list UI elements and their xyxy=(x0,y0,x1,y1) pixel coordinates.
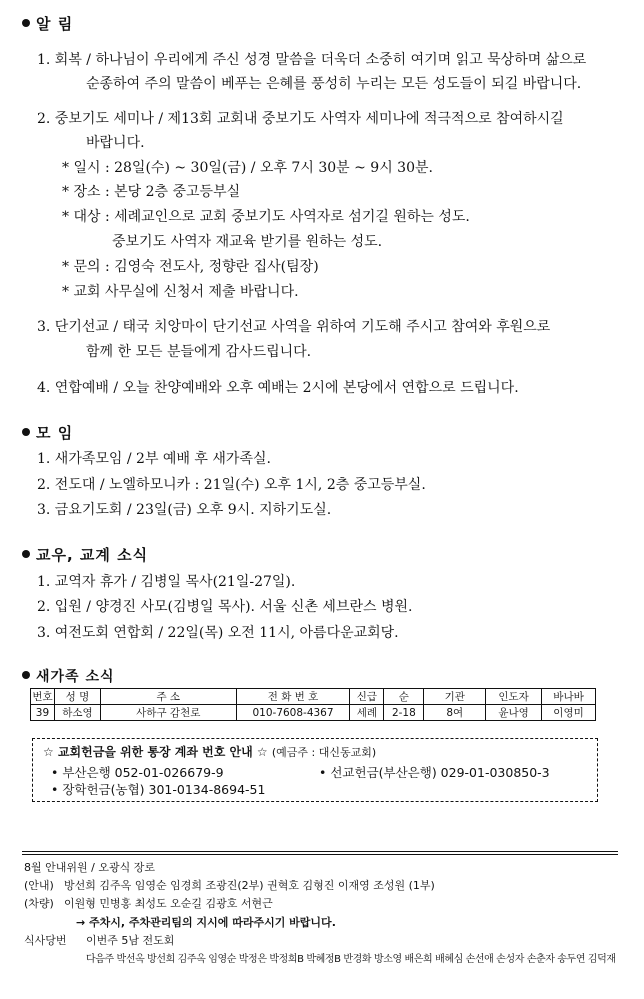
footer-divider xyxy=(22,851,618,852)
guide-label: (안내) xyxy=(24,879,54,892)
footer-divider xyxy=(22,854,618,855)
bullet-dot-icon xyxy=(22,19,30,27)
news-item: 1. 교역자 휴가 / 김병일 목사(21일-27일). xyxy=(37,574,296,590)
parking-label: (차량) xyxy=(24,897,54,910)
table-header-row xyxy=(31,689,596,705)
table-row xyxy=(31,705,596,721)
column-header: 주 소 xyxy=(100,689,236,705)
column-header: 순 xyxy=(384,689,424,705)
table-cell: 2-18 xyxy=(384,705,424,721)
parking-note: → 주차시, 주차관리팀의 지시에 따라주시기 바랍니다. xyxy=(76,916,336,929)
meeting-item: 1. 새가족모임 / 2부 예배 후 새가족실. xyxy=(37,451,271,467)
parking-names: 이원형 민병홍 최성도 오순길 김광호 서현근 xyxy=(64,897,273,910)
table-cell: 하소영 xyxy=(54,705,100,721)
meeting-item: 2. 전도대 / 노엘하모니카 : 21일(수) 오후 1시, 2층 중고등부실. xyxy=(37,477,426,493)
column-header: 바나바 xyxy=(542,689,596,705)
newfamily-heading: 새가족 소식 xyxy=(22,666,115,686)
table-cell: 사하구 감천로 xyxy=(100,705,236,721)
meeting-item: 3. 금요기도회 / 23일(금) 오후 9시. 지하기도실. xyxy=(37,502,332,518)
bank-mission: • 선교헌금(부산은행) 029-01-030850-3 xyxy=(319,765,550,780)
table-cell: 8여 xyxy=(424,705,486,721)
announce-item-2-target-cont: 중보기도 사역자 재교육 받기를 원하는 성도. xyxy=(112,234,383,250)
announce-item-2-cont: 바랍니다. xyxy=(86,135,145,151)
meal-this-week: 이번주 5남 전도회 xyxy=(86,934,175,947)
table-cell: 010-7608-4367 xyxy=(236,705,350,721)
bullet-dot-icon xyxy=(22,428,30,436)
announce-item-4: 4. 연합예배 / 오늘 찬양예배와 오후 예배는 2시에 본당에서 연합으로 드립니다. xyxy=(37,380,519,396)
news-item: 2. 입원 / 양경진 사모(김병일 목사). 서울 신촌 세브란스 병원. xyxy=(37,599,413,615)
announce-item-2-date: * 일시 : 28일(수) ~ 30일(금) / 오후 7시 30분 ~ 9시 30분. xyxy=(62,160,433,176)
announce-item-1-cont: 순종하여 주의 말씀이 베푸는 은혜를 풍성히 누리는 모든 성도들이 되길 바랍니다. xyxy=(86,76,582,92)
column-header: 기관 xyxy=(424,689,486,705)
bullet-dot-icon xyxy=(22,671,30,679)
column-header: 인도자 xyxy=(486,689,542,705)
announce-item-2-target: * 대상 : 세례교인으로 교회 중보기도 사역자로 섬기길 원하는 성도. xyxy=(62,209,470,225)
announce-item-2-apply: * 교회 사무실에 신청서 제출 바랍니다. xyxy=(62,284,299,300)
column-header: 전 화 번 호 xyxy=(236,689,350,705)
announce-item-3-cont: 함께 한 모든 분들에게 감사드립니다. xyxy=(86,344,312,360)
bullet-dot-icon xyxy=(22,550,30,558)
bank-holder: (예금주 : 대신동교회) xyxy=(271,746,377,759)
bank-scholar: • 장학헌금(농협) 301-0134-8694-51 xyxy=(51,782,266,797)
guide-committee: 8월 안내위원 / 오광식 장로 xyxy=(24,861,155,874)
announce-item-1: 1. 회복 / 하나님이 우리에게 주신 성경 말씀을 더욱더 소중히 여기며 읽고 묵상하며 삶으로 xyxy=(37,52,587,68)
newfamily-table xyxy=(30,688,596,721)
column-header: 성 명 xyxy=(54,689,100,705)
column-header: 번호 xyxy=(31,689,55,705)
table-cell: 이영미 xyxy=(542,705,596,721)
table-cell: 윤나영 xyxy=(486,705,542,721)
announce-item-2: 2. 중보기도 세미나 / 제13회 교회내 중보기도 사역자 세미나에 적극적으로 참여하시길 xyxy=(37,111,564,127)
meal-next-week: 다음주 박선옥 방선희 김주옥 임영순 박정은 박정희B 박혜정B 반경화 방소영 배은희 배혜심 손선애 손성자 손춘자 송두연 김덕재 xyxy=(86,954,616,965)
bank-busan: • 부산은행 052-01-026679-9 xyxy=(51,765,224,780)
announce-item-3: 3. 단기선교 / 태국 치앙마이 단기선교 사역을 위하여 기도해 주시고 참여와 후원으로 xyxy=(37,319,551,335)
column-header: 신급 xyxy=(350,689,384,705)
meeting-heading: 모 임 xyxy=(22,422,73,443)
announce-item-2-contact: * 문의 : 김영숙 전도사, 정향란 집사(팀장) xyxy=(62,259,319,275)
news-item: 3. 여전도회 연합회 / 22일(목) 오전 11시, 아름다운교회당. xyxy=(37,625,399,641)
meal-label: 식사당번 xyxy=(24,934,67,947)
guide-names: 방선희 김주옥 임영순 임경희 조광진(2부) 권혁호 김형진 이재영 조성원 (1부) xyxy=(64,879,435,892)
bank-title: ☆ 교회헌금을 위한 통장 계좌 번호 안내 ☆ (예금주 : 대신동교회) xyxy=(43,745,377,759)
table-cell: 39 xyxy=(31,705,55,721)
announce-item-2-place: * 장소 : 본당 2층 중고등부실 xyxy=(62,184,241,200)
table-cell: 세례 xyxy=(350,705,384,721)
news-heading: 교우, 교계 소식 xyxy=(22,544,148,565)
announce-heading: 알 림 xyxy=(22,13,73,34)
bank-account-box xyxy=(32,738,598,802)
